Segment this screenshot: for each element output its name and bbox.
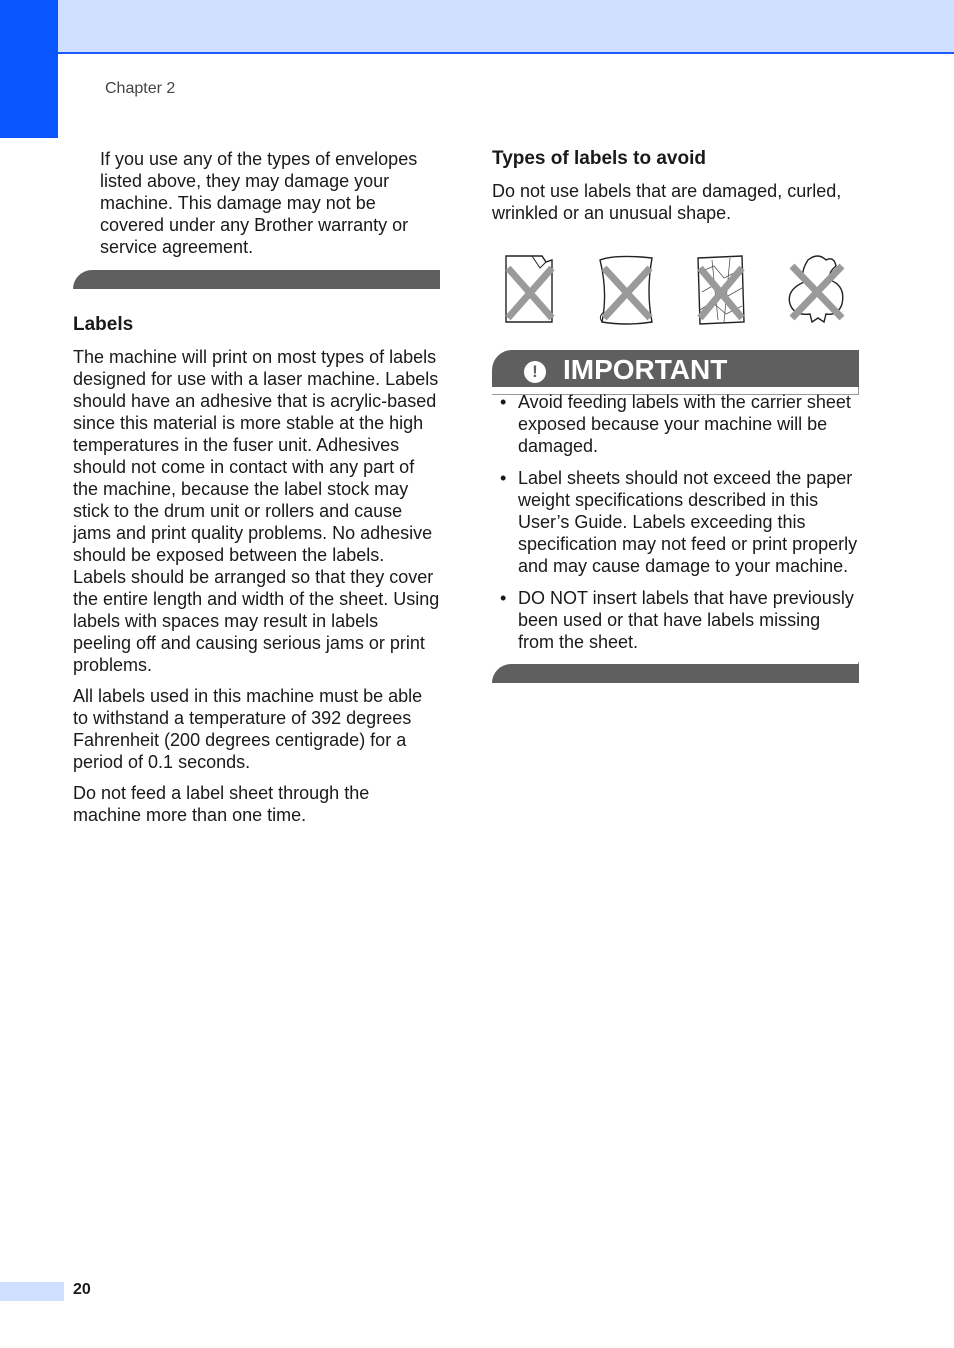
wrinkled-label-illustration [694,252,748,326]
important-list [500,391,860,663]
important-banner [492,350,859,387]
footer-tab [0,1282,64,1301]
label-examples-figure [492,252,859,326]
list-item-text: DO NOT insert labels that have previously been used or that have labels missing from the sheet. [518,588,854,652]
page-number: 20 [73,1281,91,1298]
exclamation-icon: ! [524,361,546,383]
list-item [500,467,860,577]
chapter-label: Chapter 2 [105,80,176,97]
section-divider [73,270,440,289]
labels-paragraph-1: The machine will print on most types of labels designed for use with a laser machine. Labels should have an adhesive that is acrylic-based since this material is more stable at the high temperatures in the fuser unit. Adhesives should not come in contact with any part of the machine, because the label stock may stick to the drum unit or rollers and cause jams and print quality problems. No adhesive should be exposed between the labels. Labels should be arranged so that they cover the entire length and width of the sheet. Using labels with spaces may result in labels peeling off and causing serious jams or print problems. [73,347,440,675]
list-item-text: Label sheets should not exceed the paper weight specifications described in this User’s Guide. Labels exceeding this specification may not feed or print properly and may cause damage to your machine. [518,468,858,576]
header-band [0,0,954,54]
list-item [500,391,860,457]
bullet-icon: • [500,588,507,608]
envelope-note-text: If you use any of the types of envelopes listed above, they may damage your machine. This damage may not be covered under any Brother warranty or service agreement. [100,149,418,257]
bullet-icon: • [500,468,507,488]
bullet-icon: • [500,392,507,412]
important-end-bar [492,664,859,683]
types-body [492,180,862,224]
list-item-text: Avoid feeding labels with the carrier sheet exposed because your machine will be damaged. [518,392,851,456]
types-body-text: Do not use labels that are damaged, curled, wrinkled or an unusual shape. [492,181,842,223]
list-item [500,587,860,653]
types-heading: Types of labels to avoid [492,148,706,169]
curled-label-illustration [596,252,656,326]
unusual-shape-label-illustration [784,252,850,326]
labels-heading: Labels [73,314,134,335]
damaged-label-illustration [502,252,558,326]
labels-body [73,346,440,826]
labels-paragraph-3: Do not feed a label sheet through the machine more than one time. [73,783,370,825]
envelope-note [100,148,440,258]
important-title: IMPORTANT [563,354,728,385]
chapter-tab [0,0,58,138]
labels-paragraph-2: All labels used in this machine must be able to withstand a temperature of 392 degrees Fahrenheit (200 degrees centigrade) for a period of 0.1 seconds. [73,686,423,772]
